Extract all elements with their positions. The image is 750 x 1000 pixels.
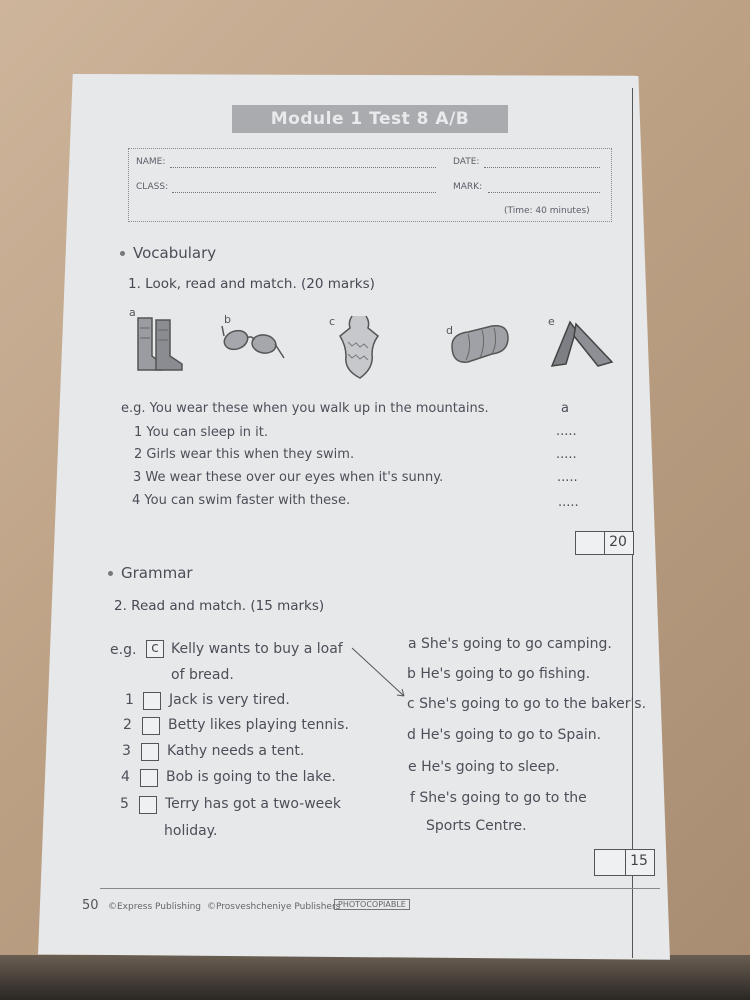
- grammar-heading-text: Grammar: [121, 564, 193, 582]
- option-a: [408, 636, 612, 652]
- grammar-item-num-4: 4: [121, 769, 130, 785]
- mark-field[interactable]: [488, 192, 600, 193]
- grammar-item-1: Jack is very tired.: [169, 692, 290, 708]
- option-f-cont: Sports Centre.: [426, 818, 527, 834]
- mark-label: MARK:: [453, 182, 483, 192]
- grammar-item-4: Bob is going to the lake.: [166, 769, 336, 785]
- vocab-item-3: 3 We wear these over our eyes when it's sunny.: [133, 470, 444, 485]
- option-letter: e: [408, 759, 417, 775]
- grammar-example-prefix: e.g.: [110, 642, 137, 658]
- desk-shadow: [0, 955, 750, 1000]
- grammar-item-num-3: 3: [122, 743, 131, 759]
- option-letter: b: [407, 666, 416, 682]
- grammar-item-2: Betty likes playing tennis.: [168, 717, 349, 733]
- vocabulary-task: 1. Look, read and match. (20 marks): [128, 276, 375, 292]
- answer-box-4[interactable]: [140, 769, 158, 787]
- class-field[interactable]: [172, 192, 436, 193]
- option-text: He's going to sleep.: [421, 759, 560, 775]
- footer-rule: [100, 888, 660, 889]
- publisher-express: ©Express Publishing: [108, 902, 202, 912]
- name-label: NAME:: [136, 157, 166, 167]
- answer-box-1[interactable]: [143, 692, 161, 710]
- publisher-prosveshcheniye: ©Prosveshcheniye Publishers: [207, 902, 341, 912]
- grammar-example-line2: of bread.: [171, 667, 234, 683]
- vocab-item-4: 4 You can swim faster with these.: [132, 493, 351, 508]
- grammar-score-total: 15: [630, 853, 648, 869]
- sunglasses-icon: [220, 322, 286, 362]
- grammar-heading: [108, 564, 193, 582]
- example-answer-letter: c: [151, 640, 159, 656]
- grammar-item-num-5: 5: [120, 796, 129, 812]
- grammar-item-num-2: 2: [123, 717, 132, 733]
- page-number: 50: [82, 898, 99, 913]
- picture-letter-d: d: [446, 324, 453, 337]
- option-letter: a: [408, 636, 417, 652]
- vocab-item-1: 1 You can sleep in it.: [134, 425, 269, 440]
- vocabulary-heading-text: Vocabulary: [133, 244, 217, 262]
- option-d: [407, 727, 601, 743]
- option-c: [407, 696, 646, 712]
- name-field[interactable]: [170, 167, 436, 168]
- grammar-item-5: Terry has got a two-week: [165, 796, 342, 812]
- vocab-score-box[interactable]: [575, 531, 605, 555]
- time-note: (Time: 40 minutes): [504, 206, 590, 216]
- vocab-score-total: 20: [609, 534, 627, 550]
- vocab-item-2: 2 Girls wear this when they swim.: [134, 447, 355, 462]
- bullet-icon: [120, 251, 125, 256]
- class-label: CLASS:: [136, 182, 169, 192]
- swimsuit-icon: [334, 312, 384, 382]
- picture-letter-a: a: [129, 306, 136, 319]
- vocab-answer-2[interactable]: .....: [556, 447, 577, 462]
- flippers-icon: [550, 318, 616, 368]
- page-edge-line: [632, 88, 633, 958]
- option-text: She's going to go to the baker's.: [419, 696, 647, 712]
- vocab-example-text: e.g. You wear these when you walk up in the mountains.: [121, 401, 489, 416]
- answer-box-3[interactable]: [141, 743, 159, 761]
- vocab-answer-1[interactable]: .....: [556, 424, 577, 439]
- option-letter: c: [407, 696, 415, 712]
- date-label: DATE:: [453, 157, 480, 167]
- grammar-item-5-cont: holiday.: [164, 823, 218, 839]
- bullet-icon: [108, 571, 113, 576]
- option-letter: d: [407, 727, 416, 743]
- answer-box-5[interactable]: [139, 796, 157, 814]
- option-f: [410, 790, 587, 806]
- vocab-answer-3[interactable]: .....: [557, 470, 578, 485]
- test-title: Module 1 Test 8 A/B: [232, 105, 508, 133]
- option-e: [408, 759, 560, 775]
- option-letter: f: [410, 790, 415, 806]
- grammar-example-line1: Kelly wants to buy a loaf: [171, 641, 343, 657]
- grammar-item-3: Kathy needs a tent.: [167, 743, 305, 759]
- vocab-answer-4[interactable]: .....: [558, 495, 579, 510]
- option-text: She's going to go camping.: [421, 636, 612, 652]
- sleeping-bag-icon: [448, 320, 512, 366]
- boots-icon: [134, 316, 186, 374]
- picture-letter-b: b: [224, 313, 231, 326]
- example-match-arrow: [350, 646, 410, 702]
- option-text: He's going to go fishing.: [420, 666, 591, 682]
- picture-letter-e: e: [548, 315, 555, 328]
- picture-letter-c: c: [329, 315, 336, 328]
- photocopiable-badge: PHOTOCOPIABLE: [334, 899, 410, 910]
- option-text: He's going to go to Spain.: [420, 727, 602, 743]
- grammar-task: 2. Read and match. (15 marks): [114, 598, 325, 614]
- grammar-score-box[interactable]: [594, 849, 626, 876]
- grammar-item-num-1: 1: [125, 692, 134, 708]
- vocabulary-heading: [120, 244, 216, 262]
- option-text: She's going to go to the: [419, 790, 587, 806]
- option-b: [407, 666, 590, 682]
- vocab-example-answer: a: [561, 401, 569, 416]
- answer-box-2[interactable]: [142, 717, 160, 735]
- date-field[interactable]: [484, 167, 600, 168]
